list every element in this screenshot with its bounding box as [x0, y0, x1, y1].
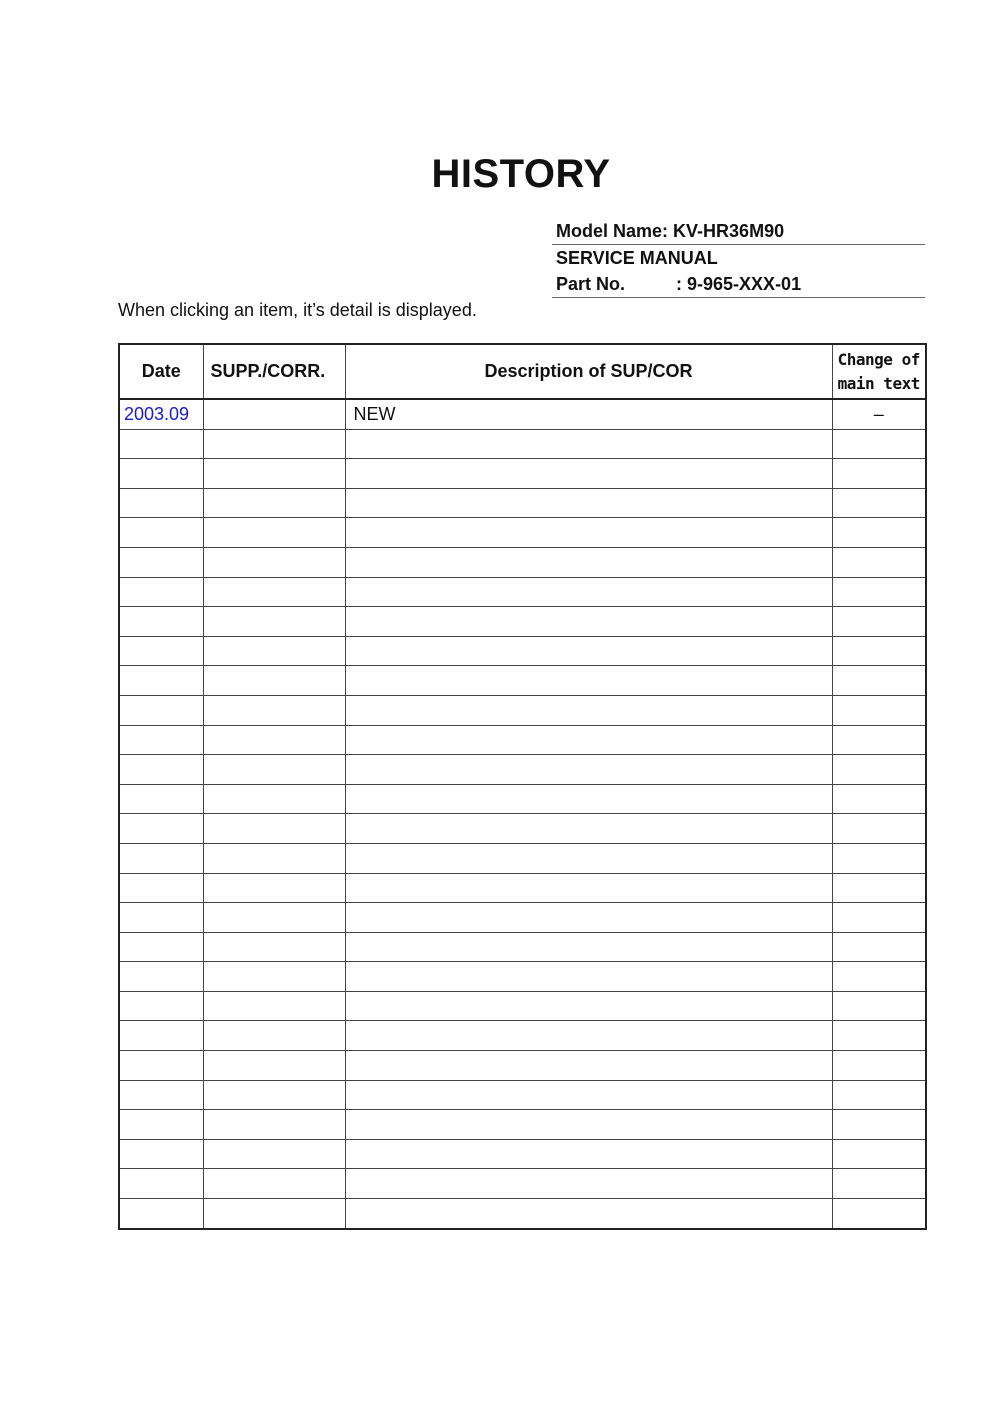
empty-description-cell	[345, 962, 832, 992]
empty-supp-corr-cell	[203, 1110, 345, 1140]
empty-date-cell	[119, 547, 203, 577]
empty-description-cell	[345, 459, 832, 489]
empty-change-cell	[832, 814, 926, 844]
supp-corr-column-header: SUPP./CORR.	[203, 344, 345, 399]
empty-change-cell	[832, 1110, 926, 1140]
empty-supp-corr-cell	[203, 1139, 345, 1169]
empty-table-row	[119, 1199, 926, 1229]
empty-supp-corr-cell	[203, 636, 345, 666]
history-table	[118, 343, 927, 1230]
empty-description-cell	[345, 1021, 832, 1051]
empty-description-cell	[345, 488, 832, 518]
empty-supp-corr-cell	[203, 991, 345, 1021]
empty-change-cell	[832, 873, 926, 903]
empty-change-cell	[832, 784, 926, 814]
empty-change-cell	[832, 666, 926, 696]
empty-table-row	[119, 636, 926, 666]
empty-table-row	[119, 873, 926, 903]
part-number-row	[552, 271, 925, 298]
empty-change-cell	[832, 695, 926, 725]
empty-description-cell	[345, 1051, 832, 1081]
empty-change-cell	[832, 607, 926, 637]
empty-table-row	[119, 903, 926, 933]
empty-description-cell	[345, 636, 832, 666]
page-title: HISTORY	[431, 152, 611, 196]
empty-change-cell	[832, 903, 926, 933]
empty-description-cell	[345, 429, 832, 459]
empty-description-cell	[345, 695, 832, 725]
empty-description-cell	[345, 547, 832, 577]
empty-table-row	[119, 1021, 926, 1051]
empty-description-cell	[345, 1110, 832, 1140]
empty-table-row	[119, 1080, 926, 1110]
empty-date-cell	[119, 459, 203, 489]
empty-description-cell	[345, 932, 832, 962]
empty-change-cell	[832, 1139, 926, 1169]
empty-change-cell	[832, 962, 926, 992]
empty-date-cell	[119, 784, 203, 814]
empty-change-cell	[832, 932, 926, 962]
empty-date-cell	[119, 1139, 203, 1169]
empty-description-cell	[345, 784, 832, 814]
empty-supp-corr-cell	[203, 547, 345, 577]
empty-table-row	[119, 666, 926, 696]
empty-supp-corr-cell	[203, 695, 345, 725]
empty-supp-corr-cell	[203, 932, 345, 962]
empty-change-cell	[832, 1051, 926, 1081]
empty-change-cell	[832, 488, 926, 518]
document-meta	[552, 218, 925, 298]
empty-change-cell	[832, 1021, 926, 1051]
empty-supp-corr-cell	[203, 843, 345, 873]
empty-supp-corr-cell	[203, 518, 345, 548]
history-body	[119, 399, 926, 1229]
empty-date-cell	[119, 695, 203, 725]
empty-table-row	[119, 755, 926, 785]
description-cell: NEW	[345, 399, 832, 429]
service-manual-label: SERVICE MANUAL	[556, 248, 718, 268]
empty-description-cell	[345, 1199, 832, 1229]
empty-date-cell	[119, 991, 203, 1021]
empty-date-cell	[119, 1051, 203, 1081]
empty-change-cell	[832, 755, 926, 785]
empty-change-cell	[832, 459, 926, 489]
empty-table-row	[119, 607, 926, 637]
empty-table-row	[119, 1169, 926, 1199]
empty-supp-corr-cell	[203, 725, 345, 755]
empty-table-row	[119, 429, 926, 459]
model-name-label: Model Name	[556, 221, 663, 241]
empty-description-cell	[345, 518, 832, 548]
description-column-header: Description of SUP/COR	[345, 344, 832, 399]
empty-change-cell	[832, 429, 926, 459]
empty-date-cell	[119, 1080, 203, 1110]
change-cell: –	[832, 399, 926, 429]
empty-supp-corr-cell	[203, 577, 345, 607]
empty-supp-corr-cell	[203, 429, 345, 459]
empty-supp-corr-cell	[203, 814, 345, 844]
empty-supp-corr-cell	[203, 488, 345, 518]
empty-description-cell	[345, 991, 832, 1021]
empty-table-row	[119, 725, 926, 755]
empty-table-row	[119, 695, 926, 725]
part-number-label: Part No.	[556, 274, 626, 294]
empty-supp-corr-cell	[203, 755, 345, 785]
supp-corr-cell	[203, 399, 345, 429]
empty-table-row	[119, 784, 926, 814]
empty-description-cell	[345, 755, 832, 785]
empty-description-cell	[345, 607, 832, 637]
empty-supp-corr-cell	[203, 1080, 345, 1110]
empty-description-cell	[345, 666, 832, 696]
empty-date-cell	[119, 518, 203, 548]
empty-supp-corr-cell	[203, 1169, 345, 1199]
change-header-line1: Change of	[837, 349, 920, 369]
empty-supp-corr-cell	[203, 873, 345, 903]
empty-date-cell	[119, 1169, 203, 1199]
empty-change-cell	[832, 725, 926, 755]
empty-description-cell	[345, 903, 832, 933]
empty-date-cell	[119, 666, 203, 696]
empty-table-row	[119, 488, 926, 518]
empty-supp-corr-cell	[203, 962, 345, 992]
empty-description-cell	[345, 843, 832, 873]
empty-date-cell	[119, 814, 203, 844]
empty-change-cell	[832, 547, 926, 577]
empty-date-cell	[119, 873, 203, 903]
instruction-text: When clicking an item, it’s detail is displayed.	[118, 300, 477, 320]
empty-table-row	[119, 843, 926, 873]
empty-date-cell	[119, 1110, 203, 1140]
empty-change-cell	[832, 991, 926, 1021]
empty-date-cell	[119, 636, 203, 666]
empty-date-cell	[119, 843, 203, 873]
empty-description-cell	[345, 725, 832, 755]
change-of-main-text-column-header	[832, 344, 926, 399]
empty-date-cell	[119, 755, 203, 785]
empty-change-cell	[832, 636, 926, 666]
empty-table-row	[119, 1051, 926, 1081]
empty-table-row	[119, 1110, 926, 1140]
empty-supp-corr-cell	[203, 784, 345, 814]
model-name-separator: :	[662, 221, 669, 241]
empty-date-cell	[119, 607, 203, 637]
part-number-separator: :	[676, 274, 682, 294]
empty-change-cell	[832, 843, 926, 873]
part-number-value: 9-965-XXX-01	[687, 274, 802, 294]
empty-supp-corr-cell	[203, 1021, 345, 1051]
empty-date-cell	[119, 962, 203, 992]
empty-supp-corr-cell	[203, 1051, 345, 1081]
empty-change-cell	[832, 518, 926, 548]
empty-change-cell	[832, 1080, 926, 1110]
change-header-line2: main text	[837, 373, 920, 393]
empty-date-cell	[119, 429, 203, 459]
empty-table-row	[119, 932, 926, 962]
empty-date-cell	[119, 903, 203, 933]
empty-description-cell	[345, 873, 832, 903]
empty-date-cell	[119, 725, 203, 755]
empty-description-cell	[345, 1169, 832, 1199]
header-row	[119, 344, 926, 399]
empty-date-cell	[119, 488, 203, 518]
empty-supp-corr-cell	[203, 903, 345, 933]
model-name-row	[552, 218, 925, 245]
model-name-value: KV-HR36M90	[673, 221, 785, 241]
empty-table-row	[119, 547, 926, 577]
empty-description-cell	[345, 1080, 832, 1110]
empty-description-cell	[345, 577, 832, 607]
empty-table-row	[119, 962, 926, 992]
table-row	[119, 399, 926, 429]
date-column-header: Date	[119, 344, 203, 399]
empty-date-cell	[119, 577, 203, 607]
empty-change-cell	[832, 1169, 926, 1199]
empty-supp-corr-cell	[203, 1199, 345, 1229]
empty-change-cell	[832, 577, 926, 607]
empty-supp-corr-cell	[203, 607, 345, 637]
service-manual-row	[552, 245, 925, 271]
empty-table-row	[119, 518, 926, 548]
empty-change-cell	[832, 1199, 926, 1229]
empty-description-cell	[345, 1139, 832, 1169]
empty-supp-corr-cell	[203, 459, 345, 489]
empty-table-row	[119, 577, 926, 607]
empty-description-cell	[345, 814, 832, 844]
empty-date-cell	[119, 1199, 203, 1229]
empty-date-cell	[119, 932, 203, 962]
empty-table-row	[119, 459, 926, 489]
empty-table-row	[119, 814, 926, 844]
empty-table-row	[119, 1139, 926, 1169]
history-date-link[interactable]: 2003.09	[119, 399, 203, 429]
empty-supp-corr-cell	[203, 666, 345, 696]
empty-table-row	[119, 991, 926, 1021]
empty-date-cell	[119, 1021, 203, 1051]
